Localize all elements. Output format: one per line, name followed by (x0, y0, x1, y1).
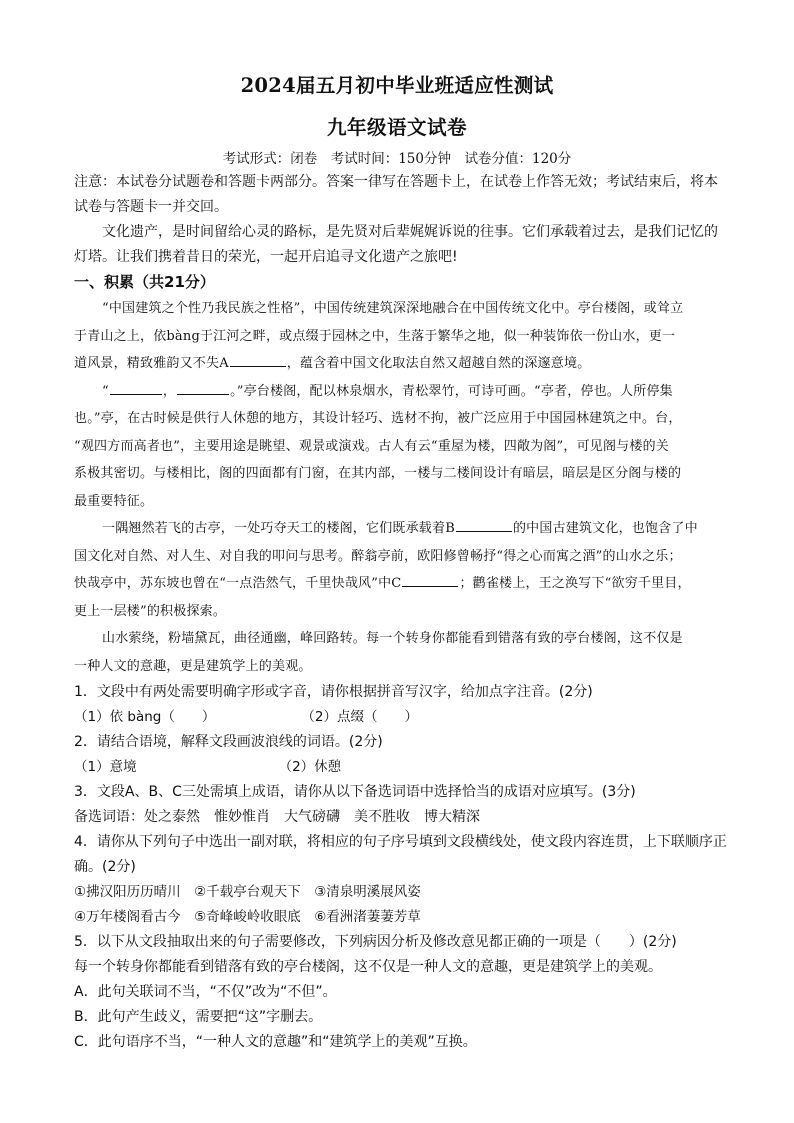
passage-line (74, 378, 724, 406)
couplet-blank-1 (110, 380, 162, 395)
notice-line: 注意：本试卷分试题卷和答题卡两部分。答案一律写在答题卡上，在试卷上作答无效；考试结束后，将本 (74, 174, 718, 190)
passage-text: ；鹳雀楼上，王之涣写下“欲穷千里目， (459, 576, 691, 591)
passage-line: 一种人文的意趣，更是建筑学上的美观。 (74, 658, 312, 674)
question-3: 3．文段A、B、C三处需填上成语，请你从以下备选词语中选择恰当的成语对应填写。(3分) (74, 784, 636, 800)
question-4: 确。(2分) (74, 859, 136, 875)
passage-line: 更上一层楼”的积极探索。 (74, 603, 227, 619)
passage-text: 一隅翘然若飞的古亭，一处巧夺天工的楼阁，它们既承载着B (102, 521, 455, 536)
question-5-option-a: A．此句关联词不当，“不仅”改为“不但”。 (74, 984, 337, 1000)
intro-line: 灯塔。让我们携着昔日的荣光，一起开启追寻文化遗产之旅吧! (74, 249, 458, 265)
exam-body (74, 170, 727, 1055)
passage-line (74, 515, 724, 543)
passage-line: 于青山之上，依bàng于江河之畔，或点缀于园林之中，生落于繁华之地，似一种装饰依一份山水，更一 (74, 328, 676, 344)
blank-b (456, 517, 512, 532)
passage-line: 最重要特征。 (74, 493, 154, 509)
question-3-options: 备选词语：处之泰然 惟妙惟肖 大气磅礴 美不胜收 博大精深 (74, 809, 480, 825)
passage-text: 。”亭台楼阁，配以林泉烟水，青松翠竹，可诗可画。“亭者，停也。人所停集 (230, 383, 673, 399)
couplet-blank-2 (177, 380, 229, 395)
question-4: 4．请你从下列句子中选出一副对联，将相应的句子序号填到文段横线处，使文段内容连贯，上下联顺序正 (74, 834, 727, 850)
question-1-item-a: （1）依 bàng（ ） (74, 709, 216, 725)
passage-line: 系极其密切。与楼相比，阁的四面都有门窗，在其内部，一楼与二楼间设计有暗层，暗层是区分阁与楼的 (74, 466, 682, 481)
passage-line: 国文化对自然、对人生、对自我的叩问与思考。醉翁亭前，欧阳修曾畅抒“得之心而寓之酒”的山水之乐； (74, 548, 682, 564)
question-2-item-b: （2）休憩 (278, 759, 342, 775)
passage-text: 快哉亭中，苏东坡也曾在“一点浩然气，千里快哉风”中C (74, 576, 402, 591)
exam-subtitle: 九年级语文试卷 (326, 116, 467, 139)
exam-info: 考试形式：闭卷 考试时间：150分钟 试卷分值：120分 (222, 151, 572, 167)
question-2-item-a: （1）意境 (74, 759, 137, 775)
question-1: 1．文段中有两处需要明确字形或字音，请你根据拼音写汉字，给加点字注音。(2分) (74, 684, 593, 700)
exam-title: 2024届五月初中毕业班适应性测试 (240, 74, 554, 97)
notice-line: 试卷与答题卡一并交回。 (74, 199, 228, 215)
passage-text: 道风景，精致雅韵又不失A (74, 356, 229, 371)
question-2-items (74, 755, 724, 780)
passage-line: 山水萦绕，粉墙黛瓦，曲径通幽，峰回路转。每一个转身你都能看到错落有致的亭台楼阁，这不仅是 (102, 631, 683, 646)
passage-line: “观四方而高者也”，主要用途是眺望、观景或演戏。古人有云“重屋为楼，四敞为阁”，可见阁与楼的关 (74, 438, 669, 454)
question-5: 5．以下从文段抽取出来的句子需要修改，下列病因分析及修改意见都正确的一项是（ ）(2分) (74, 934, 677, 950)
passage-line: “中国建筑之个性乃我民族之性格”，中国传统建筑深深地融合在中国传统文化中。亭台楼阁，或耸立 (102, 301, 684, 316)
passage-text: ， (162, 383, 177, 399)
question-2: 2．请结合语境，解释文段画波浪线的词语。(2分) (74, 734, 383, 750)
passage-line (74, 350, 724, 378)
question-1-items (74, 705, 724, 730)
reading-passage (74, 295, 724, 680)
passage-text: “ (102, 383, 109, 399)
question-4-options: ①拂汉阳历历晴川 ②千载亭台观天下 ③清泉明溪展风姿 (74, 884, 421, 900)
question-5-option-b: B．此句产生歧义，需要把“这”字删去。 (74, 1009, 323, 1025)
passage-text: 的中国古建筑文化，也饱含了中 (512, 521, 698, 536)
passage-line: 也。”亭，在古时候是供行人休憩的地方，其设计轻巧、选材不拘，被广泛应用于中国园林建筑之中。台， (74, 411, 682, 426)
question-5-option-c: C．此句语序不当，“一种人文的意趣”和“建筑学上的美观”互换。 (74, 1034, 477, 1050)
question-5-sentence: 每一个转身你都能看到错落有致的亭台楼阁，这不仅是一种人文的意趣，更是建筑学上的美观。 (74, 959, 662, 975)
blank-a (230, 352, 286, 367)
blank-c (402, 572, 458, 587)
passage-text: ，蕴含着中国文化取法自然又超越自然的深邃意境。 (286, 356, 591, 371)
question-4-options: ④万年楼阁看古今 ⑤奇峰峻岭收眼底 ⑥看洲渚萋萋芳草 (74, 909, 421, 925)
question-1-item-b: （2）点缀（ ） (301, 709, 418, 725)
section-heading: 一、积累（共21分） (74, 273, 215, 291)
passage-line (74, 570, 724, 598)
intro-line: 文化遗产，是时间留给心灵的路标，是先贤对后辈娓娓诉说的往事。它们承载着过去，是我们记忆的 (102, 224, 718, 240)
